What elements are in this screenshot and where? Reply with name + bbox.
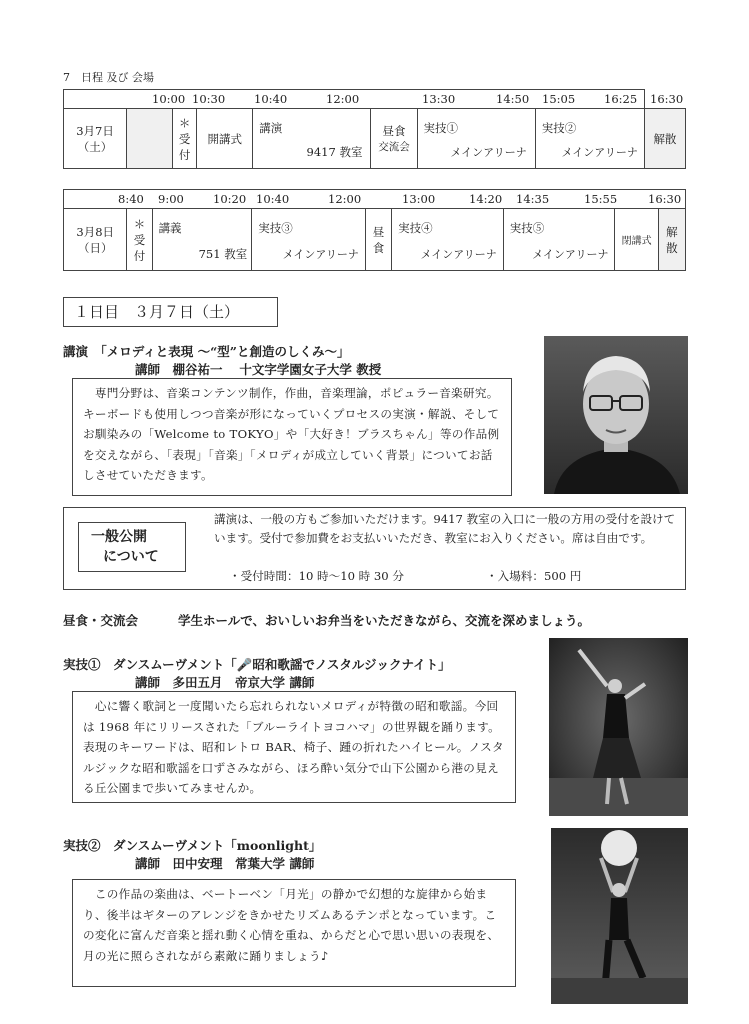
day2-time: 8:40 [118, 192, 144, 206]
lecture-description: 専門分野は、音楽コンテンツ制作，作曲，音楽理論，ポピュラー音楽研究。キーボードも使用しつつ音楽が形になっていくプロセスの実演・解説、そしてお馴染みの「Welcome to TOKYO」や「大好き！ブラスちゃん」等の作品例を交えながら、「表現」「音楽」「メロディが成立していく背景」についてお話しさせていただきます。 [72, 378, 512, 496]
reception-mark: ＊ [133, 216, 146, 231]
practice2-title: 実技② ダンスムーヴメント「moonlight」 [63, 838, 322, 853]
lunch-char: 食 [372, 240, 385, 255]
day1-blank-cell [127, 109, 173, 169]
day2-time: 12:00 [328, 192, 362, 206]
day1-date-cell [64, 109, 127, 169]
practice3-room: メインアリーナ [282, 247, 359, 261]
public-label [78, 522, 186, 572]
day2-lecture-cell [152, 209, 252, 271]
day2-reception-cell [127, 209, 152, 271]
day1-time: 13:30 [422, 92, 456, 106]
day2-time: 10:40 [256, 192, 290, 206]
day1-opening-cell: 開講式 [197, 109, 253, 169]
day1-practice1-cell [417, 109, 535, 169]
lunch-char: 昼 [372, 224, 385, 239]
practice4-room: メインアリーナ [420, 247, 497, 261]
day2-time-row [64, 190, 686, 209]
lunch-label: 昼食 [382, 123, 406, 138]
lecture2-room: 751 教室 [198, 246, 248, 261]
lecturer-photo [544, 336, 688, 494]
practice1-photo [549, 638, 688, 816]
day2-weekday: （日） [77, 240, 113, 255]
practice2-label: 実技② [541, 120, 577, 135]
public-text: 講演は、一般の方もご参加いただけます。9417 教室の入口に一般の方用の受付を設けています。受付で参加費をお支払いいただき、教室にお入りください。席は自由です。 [214, 512, 676, 545]
practice5-label: 実技⑤ [509, 220, 545, 235]
lecture2-label: 講義 [158, 220, 182, 235]
practice2-description: この作品の楽曲は、ベートーベン「月光」の静かで幻想的な旋律から始まり、後半はギターのアレンジをきかせたリズムあるテンポとなっています。この変化に富んだ音楽と揺れ動く心情を重ね、からだと心で思い思いの表現を、月の光に照らされながら素敵に踊りましょう♪ [72, 879, 516, 987]
day2-date-cell [64, 209, 127, 271]
public-label-line1: 一般公開 [91, 529, 147, 545]
day1-reception-cell [173, 109, 197, 169]
lunch-title: 昼食・交流会 [63, 613, 139, 628]
day1-time: 14:50 [496, 92, 530, 106]
day1-time: 10:40 [254, 92, 288, 106]
day2-time: 13:00 [402, 192, 436, 206]
practice1-description: 心に響く歌詞と一度聞いたら忘れられないメロディが特徴の昭和歌謡。今回は 1968 年にリリースされた「ブルーライトヨコハマ」の世界観を踊ります。表現のキーワードは、昭和レトロ BAR、椅子、踵の折れたハイヒール。ノスタルジックな昭和歌謡を口ずさみながら、ほろ酔い気分で山下公園から港の見える丘公園まで歩いてみませんか。 [72, 691, 516, 803]
public-fee: ・入場料：500 円 [486, 569, 582, 583]
day1-weekday: （土） [77, 139, 113, 154]
day2-practice4-cell [392, 209, 504, 271]
public-label-line2: について [103, 549, 159, 565]
practice1-room: メインアリーナ [450, 145, 527, 159]
practice2-instructor: 講師 田中安理 常葉大学 講師 [135, 856, 315, 871]
dismissal-char: 散 [666, 240, 678, 255]
day1-time: 12:00 [326, 92, 360, 106]
day1-time-row [64, 90, 686, 109]
day2-lunch-cell [365, 209, 391, 271]
lecture-instructor: 講師 棚谷祐一 十文字学園女子大学 教授 [135, 362, 382, 377]
reception-char: 受 [133, 232, 146, 247]
practice1-instructor: 講師 多田五月 帝京大学 講師 [135, 675, 315, 690]
reception-mark: ＊ [178, 115, 191, 130]
lunch-text: 学生ホールで、おいしいお弁当をいただきながら、交流を深めましょう。 [178, 613, 591, 628]
day2-dismissal-cell [658, 209, 685, 271]
day2-time: 15:55 [584, 192, 618, 206]
day2-time: 14:20 [469, 192, 503, 206]
day1-lunch-cell [371, 109, 417, 169]
practice1-label: 実技① [423, 120, 459, 135]
reception-char: 付 [178, 147, 191, 162]
day1-time: 10:30 [192, 92, 226, 106]
public-reception-time: ・受付時間：10 時～10 時 30 分 [229, 569, 404, 583]
day2-practice5-cell [503, 209, 615, 271]
day1-time: 15:05 [542, 92, 576, 106]
day1-time: 10:00 [152, 92, 186, 106]
section-title: 7 日程 及び 会場 [63, 71, 154, 84]
day2-time: 16:30 [648, 192, 682, 206]
lecture-room: 9417 教室 [306, 144, 363, 159]
reception-char: 付 [133, 248, 146, 263]
lecture-title: 講演 「メロディと表現 ～“型”と創造のしくみ～」 [63, 344, 350, 359]
day2-schedule-table [63, 189, 686, 271]
day1-lecture-cell [253, 109, 371, 169]
day2-time: 9:00 [158, 192, 184, 206]
day2-practice3-cell [252, 209, 366, 271]
lecture-label: 講演 [259, 120, 283, 135]
day2-time: 14:35 [516, 192, 550, 206]
day2-closing-cell: 閉講式 [615, 209, 658, 271]
practice3-label: 実技③ [258, 220, 293, 235]
day1-dismissal-cell: 解散 [644, 109, 685, 169]
day1-date: 3月7日 [76, 123, 114, 138]
day2-date: 3月8日 [76, 224, 115, 239]
practice1-title: 実技① ダンスムーヴメント「🎤昭和歌謡でノスタルジックナイト」 [63, 657, 451, 672]
day-label: １日目 ３月７日（土） [63, 297, 278, 327]
practice2-photo [551, 828, 688, 1004]
lunch-sub: 交流会 [378, 140, 410, 153]
day2-time: 10:20 [213, 192, 247, 206]
reception-char: 受 [178, 131, 191, 146]
public-notice-box [63, 507, 686, 590]
day2-event-row [64, 209, 686, 271]
day1-schedule-table [63, 89, 686, 169]
dismissal-char: 解 [666, 224, 678, 239]
day1-time: 16:30 [650, 92, 684, 106]
practice5-room: メインアリーナ [532, 247, 609, 261]
day1-time: 16:25 [604, 92, 638, 106]
day1-practice2-cell [535, 109, 644, 169]
practice4-label: 実技④ [398, 220, 433, 235]
practice2-room: メインアリーナ [561, 145, 638, 159]
day1-event-row [64, 109, 686, 169]
